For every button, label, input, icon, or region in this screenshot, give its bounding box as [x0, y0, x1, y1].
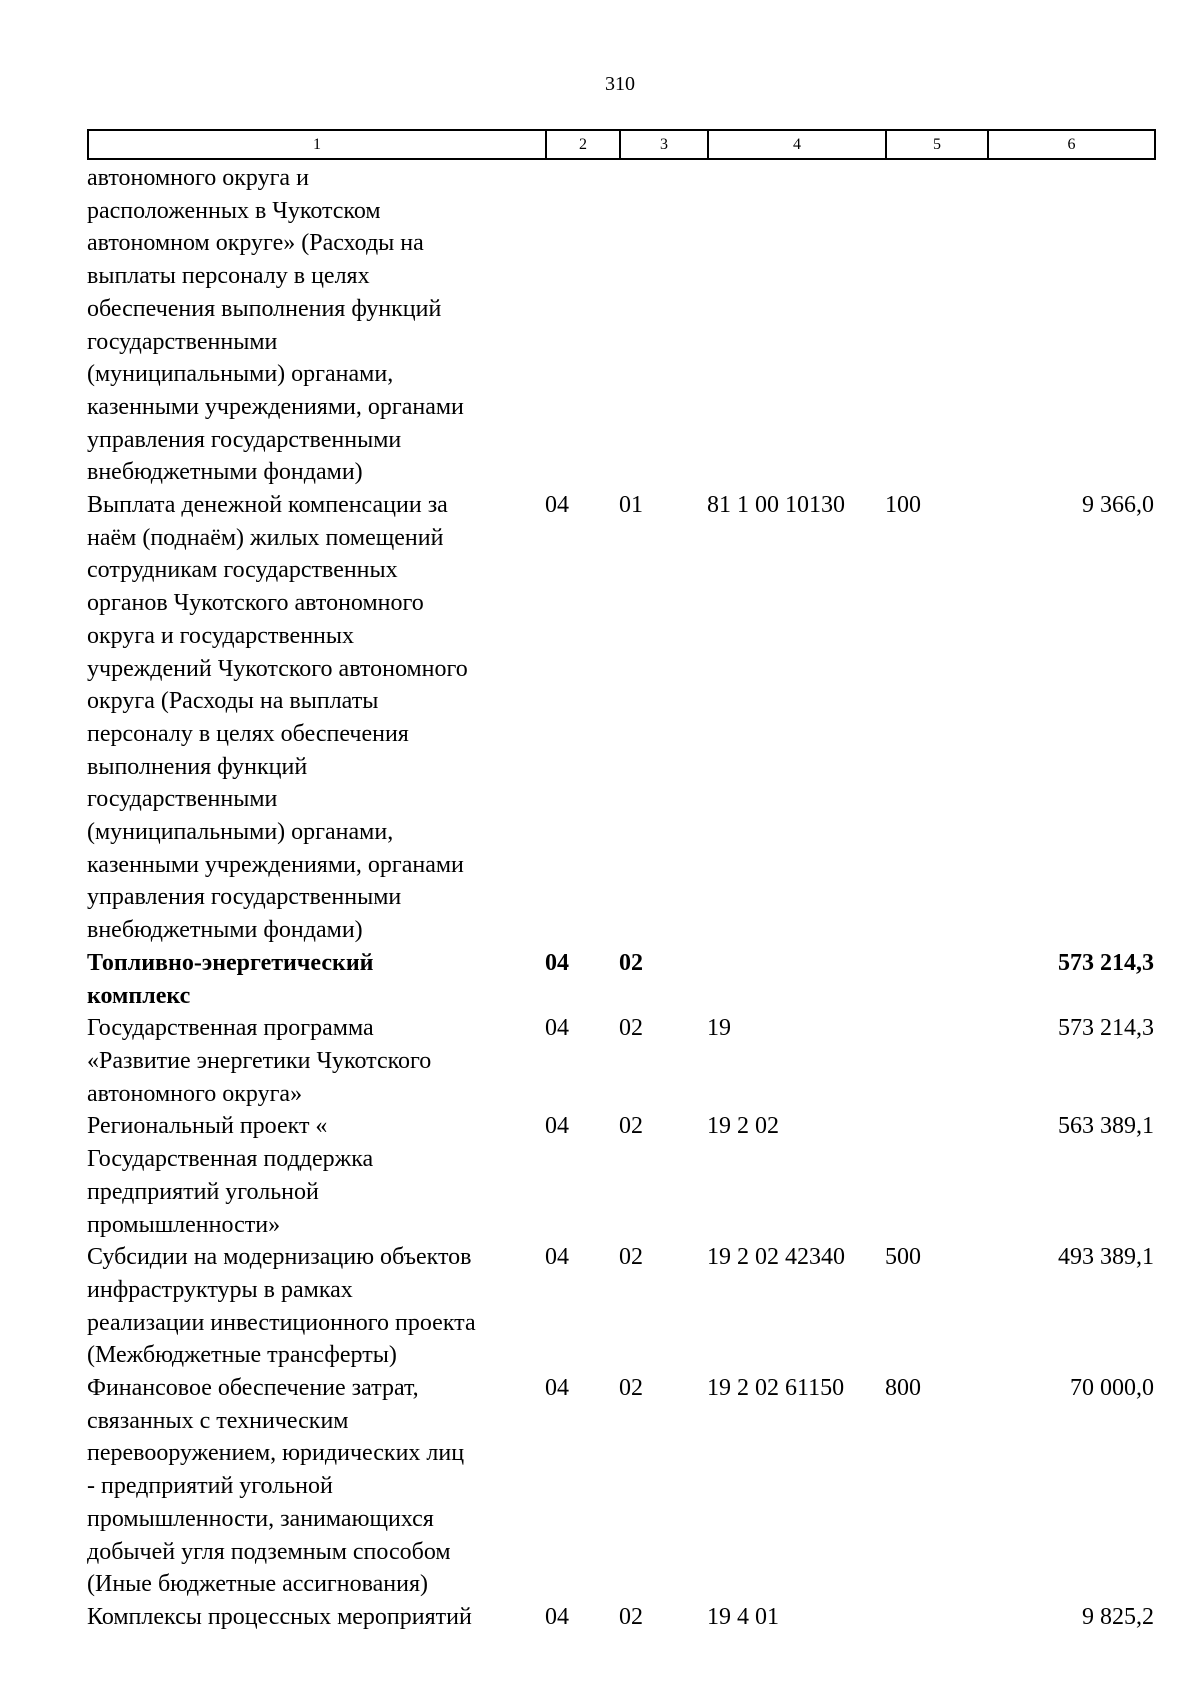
row-name-line: автономного округа и — [87, 165, 309, 191]
table-row — [87, 1110, 1154, 1241]
row-name-line: инфраструктуры в рамках — [87, 1276, 353, 1303]
column-header-6: 6 — [988, 130, 1155, 159]
row-name-line: наём (поднаём) жилых помещений — [87, 524, 444, 551]
row-name-line: «Развитие энергетики Чукотского — [87, 1047, 432, 1074]
row-section-code: 04 — [545, 1015, 569, 1042]
row-subsection-code: 02 — [619, 949, 643, 976]
row-name-line: Региональный проект « — [87, 1113, 328, 1140]
row-name-line: управления государственными — [87, 426, 402, 453]
table-row — [87, 1372, 1154, 1601]
row-section-code: 04 — [545, 1244, 569, 1271]
row-expense-type: 500 — [885, 1244, 921, 1271]
row-amount: 573 214,3 — [1058, 949, 1154, 976]
row-name-line: Топливно-энергетический — [87, 949, 374, 976]
row-name — [87, 1372, 545, 1601]
row-name-line: промышленности» — [87, 1211, 281, 1238]
row-name-line: округа и государственных — [87, 622, 355, 649]
row-name-line: реализации инвестиционного проекта — [87, 1309, 476, 1336]
row-target-article: 81 1 00 10130 — [707, 492, 845, 519]
row-name-line: управления государственными — [87, 884, 402, 911]
row-name — [87, 489, 545, 947]
row-name-line: государственными — [87, 328, 278, 355]
row-name-line: Финансовое обеспечение затрат, — [87, 1375, 419, 1402]
row-name-line: перевооружением, юридических лиц — [87, 1440, 465, 1467]
column-header-row — [87, 129, 1156, 160]
row-name-line: предприятий угольной — [87, 1178, 319, 1205]
row-name-line: обеспечения выполнения функций — [87, 295, 442, 322]
row-target-article: 19 4 01 — [707, 1603, 779, 1630]
row-name-line: казенными учреждениями, органами — [87, 851, 464, 878]
row-amount: 9 825,2 — [1082, 1603, 1154, 1630]
row-section-code: 04 — [545, 1603, 569, 1630]
row-name-line: Выплата денежной компенсации за — [87, 492, 448, 519]
row-name — [87, 1110, 545, 1241]
row-name-line: - предприятий угольной — [87, 1473, 333, 1500]
column-header-5: 5 — [886, 130, 988, 159]
row-name-line: добычей угля подземным способом — [87, 1538, 451, 1565]
column-header-4: 4 — [708, 130, 886, 159]
row-name-line: внебюджетными фондами) — [87, 917, 363, 944]
row-name-line: (Межбюджетные трансферты) — [87, 1342, 397, 1369]
row-name-line: персоналу в целях обеспечения — [87, 720, 409, 747]
row-amount: 493 389,1 — [1058, 1244, 1154, 1271]
row-target-article: 19 2 02 — [707, 1113, 779, 1140]
row-name-line: учреждений Чукотского автономного — [87, 655, 468, 682]
row-name — [87, 947, 545, 1012]
row-name-line: Государственная поддержка — [87, 1146, 374, 1173]
table-row — [87, 1601, 1154, 1634]
row-amount: 70 000,0 — [1070, 1375, 1154, 1402]
row-name-line: автономного округа» — [87, 1080, 303, 1107]
row-expense-type: 100 — [885, 492, 921, 519]
row-name-line: промышленности, занимающихся — [87, 1505, 434, 1532]
row-name — [87, 1601, 535, 1634]
column-header-3: 3 — [620, 130, 708, 159]
column-header-2: 2 — [546, 130, 620, 159]
row-name-line: внебюджетными фондами) — [87, 459, 363, 486]
row-name-line: (муниципальными) органами, — [87, 819, 394, 846]
row-target-article: 19 2 02 42340 — [707, 1244, 845, 1271]
column-header-1: 1 — [88, 130, 546, 159]
row-name-line: расположенных в Чукотском — [87, 197, 381, 224]
row-name-line: автономном округе» (Расходы на — [87, 230, 424, 257]
row-subsection-code: 01 — [619, 492, 643, 519]
row-amount: 573 214,3 — [1058, 1015, 1154, 1042]
row-amount: 563 389,1 — [1058, 1113, 1154, 1140]
row-section-code: 04 — [545, 492, 569, 519]
row-subsection-code: 02 — [619, 1603, 643, 1630]
row-name-line: выплаты персоналу в целях — [87, 263, 370, 290]
page-number: 310 — [605, 73, 635, 95]
row-subsection-code: 02 — [619, 1375, 643, 1402]
row-name-line: Субсидии на модернизацию объектов — [87, 1244, 472, 1271]
row-section-code: 04 — [545, 1375, 569, 1402]
row-name-line: связанных с техническим — [87, 1407, 349, 1434]
row-subsection-code: 02 — [619, 1244, 643, 1271]
row-name — [87, 1241, 535, 1372]
row-name-line: Государственная программа — [87, 1015, 374, 1042]
row-subsection-code: 02 — [619, 1113, 643, 1140]
row-name-line: органов Чукотского автономного — [87, 590, 424, 617]
row-target-article: 19 2 02 61150 — [707, 1375, 845, 1402]
table-row — [87, 947, 1154, 1012]
row-name-line: округа (Расходы на выплаты — [87, 688, 379, 715]
row-name-line: казенными учреждениями, органами — [87, 393, 464, 420]
row-section-code: 04 — [545, 1113, 569, 1140]
row-name-line: (Иные бюджетные ассигнования) — [87, 1571, 428, 1598]
row-subsection-code: 02 — [619, 1015, 643, 1042]
row-expense-type: 800 — [885, 1375, 921, 1402]
row-name — [87, 162, 545, 489]
table-row — [87, 489, 1154, 947]
table-row — [87, 1241, 1154, 1372]
row-name-line: выполнения функций — [87, 753, 308, 780]
row-name-line: государственными — [87, 786, 278, 813]
row-name-line: (муниципальными) органами, — [87, 361, 394, 388]
row-amount: 9 366,0 — [1082, 492, 1154, 519]
row-target-article: 19 — [707, 1015, 731, 1042]
table-row — [87, 162, 1154, 489]
row-name-line: комплекс — [87, 982, 191, 1009]
row-name-line: Комплексы процессных мероприятий — [87, 1603, 472, 1630]
row-section-code: 04 — [545, 949, 569, 976]
table-row — [87, 1012, 1154, 1110]
row-name-line: сотрудникам государственных — [87, 557, 398, 584]
row-name — [87, 1012, 545, 1110]
budget-table-body — [87, 162, 1154, 1634]
